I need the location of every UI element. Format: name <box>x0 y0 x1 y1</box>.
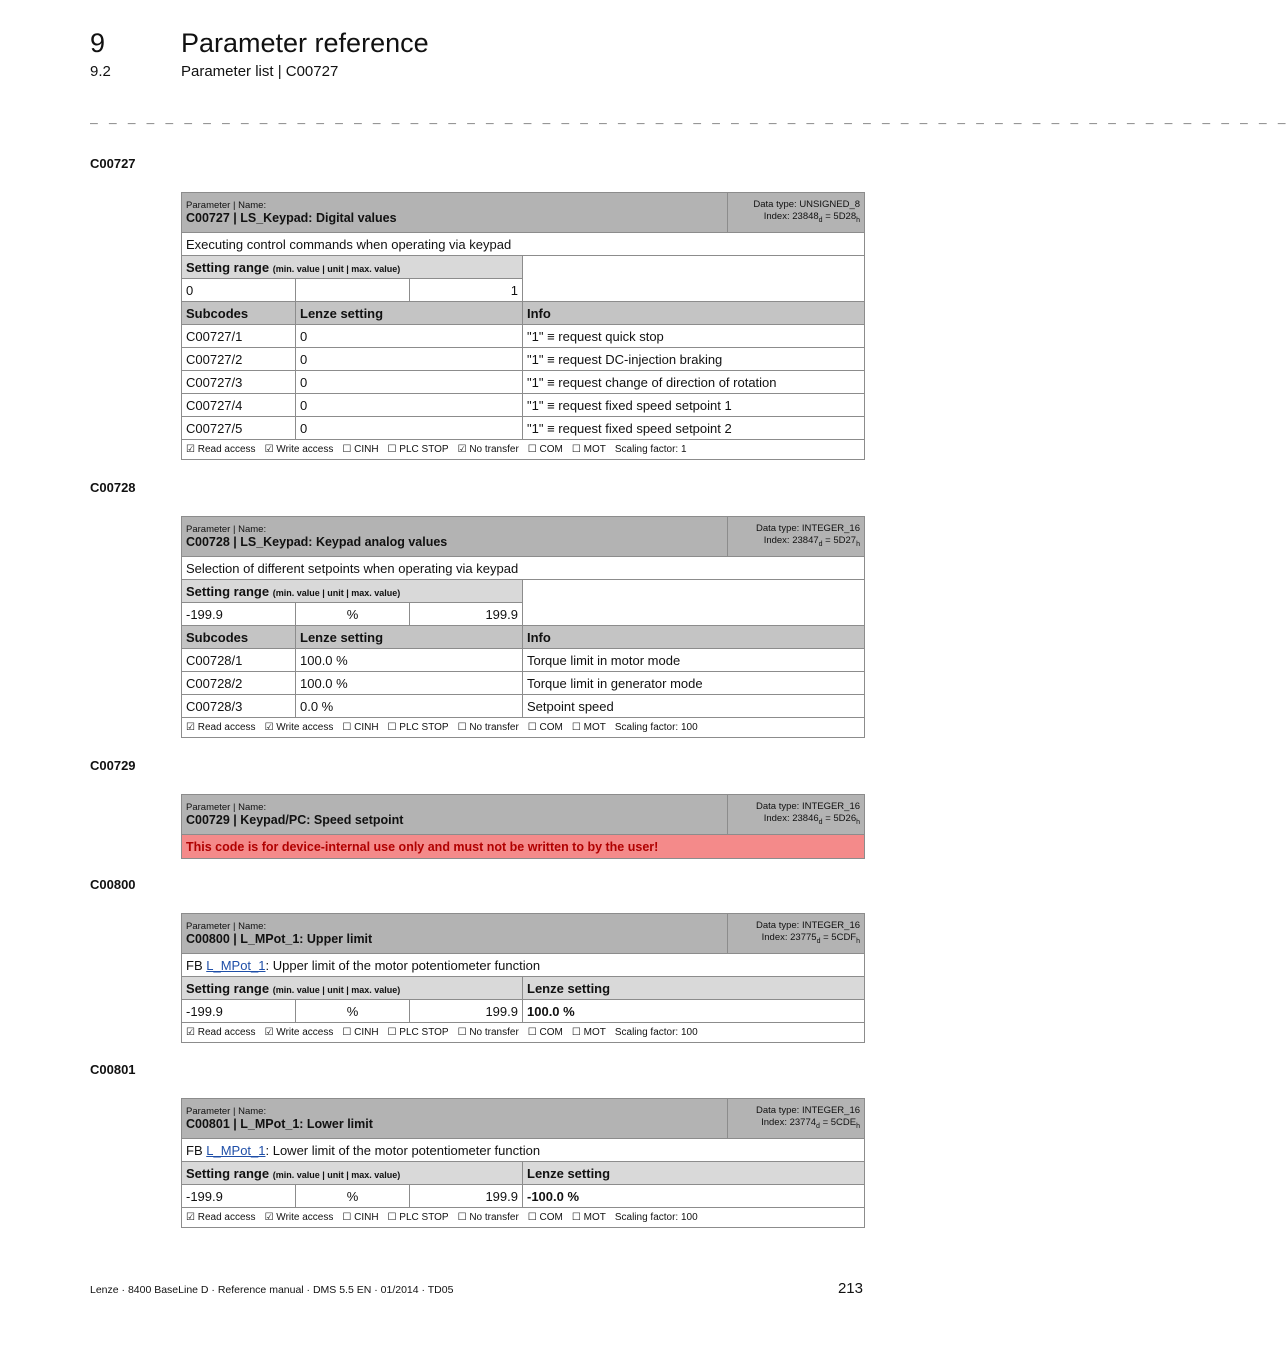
data-type: INTEGER_16 <box>801 800 861 812</box>
empty-cell <box>523 256 865 302</box>
param-name-label: Parameter | Name: <box>186 199 267 211</box>
index-hex: = 5CDE <box>819 1116 857 1128</box>
index-hex: = 5D28 <box>822 210 857 222</box>
table-row: C00728/1 100.0 % Torque limit in motor mode <box>182 649 865 672</box>
table-row: C00727/1 0 "1" ≡ request quick stop <box>182 325 865 348</box>
col-subcodes: Subcodes <box>182 626 296 649</box>
col-info: Info <box>523 302 865 325</box>
access-flags: ☑ Read access ☑ Write access ☐ CINH ☐ PLC STOP ☐ No transfer ☐ COM ☐ MOT Scaling factor: 100 <box>182 718 865 738</box>
code-heading-c00800: C00800 <box>90 877 136 892</box>
setting-range-header: Setting range (min. value | unit | max. value) <box>182 580 523 603</box>
scaling-factor: Scaling factor: 1 <box>614 444 687 455</box>
header-divider: _ _ _ _ _ _ _ _ _ _ _ _ _ _ _ _ _ _ _ _ _ _ _ _ _ _ _ _ _ _ _ _ _ _ _ _ _ _ _ _ _ _ _ _ _ _ _ _ _ _ _ _ _ _ _ _ _ _ _ _ _ _ _ _ <box>90 110 1287 125</box>
param-name-cell: Parameter | Name: C00800 | L_MPot_1: Upper limit <box>182 914 728 954</box>
range-min: -199.9 <box>182 1185 296 1208</box>
table-row: C00728/2 100.0 % Torque limit in generator mode <box>182 672 865 695</box>
data-type-cell: Data type: INTEGER_16 Index: $23846_d = 5D26_h$ <box>728 795 865 835</box>
range-unit <box>296 279 410 302</box>
data-type-cell: Data type: INTEGER_16 Index: $23774_d = 5CDE_h$ <box>728 1099 865 1139</box>
param-name-cell <box>182 193 728 233</box>
index-dec: 23774 <box>789 1116 817 1128</box>
lenze-value: 100.0 % <box>523 1000 865 1023</box>
data-type-cell: Data type: INTEGER_16 Index: $23775_d = 5CDF_h$ <box>728 914 865 954</box>
data-type: INTEGER_16 <box>801 919 861 931</box>
col-info: Info <box>523 626 865 649</box>
range-min: -199.9 <box>182 603 296 626</box>
lenze-value: -100.0 % <box>523 1185 865 1208</box>
range-unit: % <box>296 1000 410 1023</box>
param-name: C00801 | L_MPot_1: Lower limit <box>186 1116 373 1131</box>
range-max: 199.9 <box>410 603 523 626</box>
range-max: 199.9 <box>410 1185 523 1208</box>
index-hex: = 5CDF <box>820 931 857 943</box>
index-hex: = 5D27 <box>822 534 857 546</box>
code-heading-c00729: C00729 <box>90 758 136 773</box>
code-heading-c00727: C00727 <box>90 156 136 171</box>
table-row: C00727/2 0 "1" ≡ request DC-injection braking <box>182 348 865 371</box>
code-heading-c00728: C00728 <box>90 480 136 495</box>
index-dec: 23775 <box>790 931 817 943</box>
range-min: -199.9 <box>182 1000 296 1023</box>
data-type-cell: Data type: UNSIGNED_8 Index: $23848_d = 5D28_h$ <box>728 193 865 233</box>
scaling-factor: Scaling factor: 100 <box>614 1212 698 1223</box>
param-table-c00801 <box>181 1098 865 1228</box>
index-dec: 23848 <box>792 210 819 222</box>
table-row: C00727/5 0 "1" ≡ request fixed speed setpoint 2 <box>182 417 865 440</box>
table-row: C00728/3 0.0 % Setpoint speed <box>182 695 865 718</box>
param-name: C00728 | LS_Keypad: Keypad analog values <box>186 534 448 549</box>
page-number: 213 <box>837 1280 863 1297</box>
param-name: C00727 | LS_Keypad: Digital values <box>186 210 397 225</box>
fb-link-l-mpot-1[interactable]: L_MPot_1 <box>206 1142 266 1158</box>
section-title: Parameter list | C00727 <box>181 63 339 80</box>
index-dec: 23846 <box>792 812 819 824</box>
index-dec: 23847 <box>792 534 819 546</box>
internal-use-warning: This code is for device-internal use only and must not be written to by the user! <box>182 835 865 859</box>
param-description: FB L_MPot_1: Upper limit of the motor potentiometer function <box>182 954 865 977</box>
col-lenze-setting: Lenze setting <box>523 977 865 1000</box>
data-type-cell: Data type: INTEGER_16 Index: $23847_d = 5D27_h$ <box>728 517 865 557</box>
empty-cell <box>523 580 865 626</box>
data-type: UNSIGNED_8 <box>799 198 861 210</box>
param-description: Selection of different setpoints when operating via keypad <box>182 557 865 580</box>
table-row: C00727/3 0 "1" ≡ request change of direction of rotation <box>182 371 865 394</box>
param-table-c00728 <box>181 516 865 738</box>
col-subcodes: Subcodes <box>182 302 296 325</box>
chapter-number: 9 <box>90 28 106 58</box>
setting-range-header: Setting range (min. value | unit | max. value) <box>182 256 523 279</box>
param-name-cell: Parameter | Name: C00801 | L_MPot_1: Lower limit <box>182 1099 728 1139</box>
range-unit: % <box>296 1185 410 1208</box>
chapter-title: Parameter reference <box>181 28 429 58</box>
access-flags: ☑ Read access ☑ Write access ☐ CINH ☐ PLC STOP ☑ No transfer ☐ COM ☐ MOT Scaling factor: 1 <box>182 440 865 460</box>
data-type: INTEGER_16 <box>801 1104 861 1116</box>
param-name-cell: Parameter | Name: C00729 | Keypad/PC: Speed setpoint <box>182 795 728 835</box>
access-flags: ☑ Read access ☑ Write access ☐ CINH ☐ PLC STOP ☐ No transfer ☐ COM ☐ MOT Scaling factor: 100 <box>182 1023 865 1043</box>
section-number: 9.2 <box>90 63 111 80</box>
range-max: 199.9 <box>410 1000 523 1023</box>
table-row: C00727/4 0 "1" ≡ request fixed speed setpoint 1 <box>182 394 865 417</box>
param-table-c00729 <box>181 794 865 859</box>
param-table-c00800 <box>181 913 865 1043</box>
scaling-factor: Scaling factor: 100 <box>614 1027 698 1038</box>
param-name-cell: Parameter | Name: C00728 | LS_Keypad: Keypad analog values <box>182 517 728 557</box>
param-name: C00800 | L_MPot_1: Upper limit <box>186 931 373 946</box>
param-description: FB L_MPot_1: Lower limit of the motor potentiometer function <box>182 1139 865 1162</box>
col-lenze-setting: Lenze setting <box>523 1162 865 1185</box>
range-max: 1 <box>410 279 523 302</box>
range-unit: % <box>296 603 410 626</box>
param-table-c00727 <box>181 192 865 460</box>
data-type: INTEGER_16 <box>801 522 860 534</box>
code-heading-c00801: C00801 <box>90 1062 136 1077</box>
col-lenze-setting: Lenze setting <box>296 626 523 649</box>
index-hex: = 5D26 <box>822 812 857 824</box>
setting-range-header: Setting range (min. value | unit | max. value) <box>182 1162 523 1185</box>
param-name: C00729 | Keypad/PC: Speed setpoint <box>186 812 404 827</box>
footer-text: Lenze · 8400 BaseLine D · Reference manual · DMS 5.5 EN · 01/2014 · TD05 <box>90 1284 454 1296</box>
scaling-factor: Scaling factor: 100 <box>614 722 698 733</box>
access-flags: ☑ Read access ☑ Write access ☐ CINH ☐ PLC STOP ☐ No transfer ☐ COM ☐ MOT Scaling factor: 100 <box>182 1208 865 1228</box>
setting-range-header: Setting range (min. value | unit | max. value) <box>182 977 523 1000</box>
fb-link-l-mpot-1[interactable]: L_MPot_1 <box>206 957 266 973</box>
param-description: Executing control commands when operating via keypad <box>182 233 865 256</box>
range-min: 0 <box>182 279 296 302</box>
col-lenze-setting: Lenze setting <box>296 302 523 325</box>
